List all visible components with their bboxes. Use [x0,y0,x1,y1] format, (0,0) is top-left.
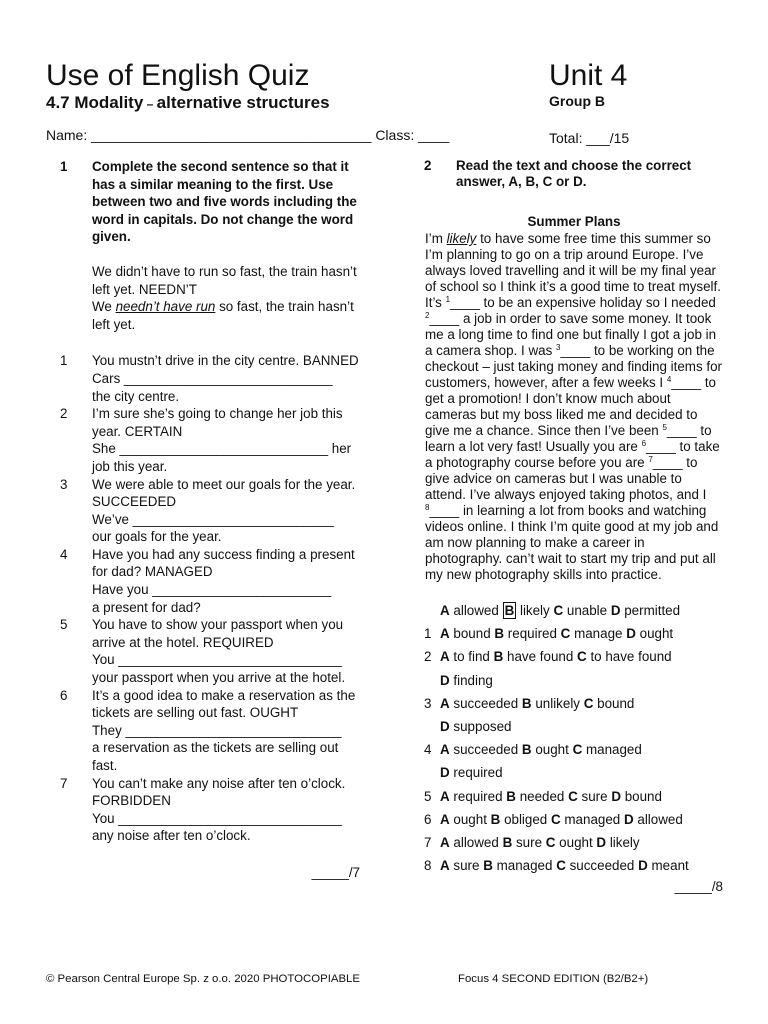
story-text [425,231,724,583]
gap-number: 1 [445,295,451,304]
answer-row-5 [424,785,724,808]
answer-example [424,599,724,622]
task1-items [60,352,366,845]
task1-section [60,158,366,882]
option-letter[interactable]: A [440,835,450,851]
option-text: sure [581,788,608,804]
item-sentence: You mustn’t drive in the city centre. BANNED [92,353,359,369]
story-part: ____ to be working on the checkout – just taking money and finding items for customers, however, after a few weeks I [425,343,722,390]
option-text: ought [453,811,487,827]
option-text: meant [651,858,689,874]
task1-example-answer: needn’t have run [115,299,216,315]
answer-choices [440,831,724,854]
option-letter[interactable]: A [440,788,450,804]
answer-number: 5 [424,788,432,804]
group-label: Group B [549,93,605,109]
item-after: your passport when you arrive at the hotel. [92,670,346,686]
task2-instruction-text: Read the text and choose the correct answer, A, B, C or D. [456,158,692,189]
gap-number: 5 [662,423,667,432]
story-part: ____ in learning a lot from books and watching videos online. I think I’m quite good at my job and am now planning to make a career in photography. can’t wait to start my trip and put all my new photography skills into practice. [425,503,719,582]
item-content [92,352,366,405]
option-text: to have found [590,649,672,665]
answer-number: 6 [424,811,432,827]
option-text: ought [559,835,593,851]
option-letter[interactable]: D [638,858,648,874]
option-text: obliged [504,811,548,827]
option-text: needed [519,788,565,804]
item-content [92,476,366,546]
option-letter: D [610,603,621,618]
answer-row-6 [424,808,724,831]
item-number: 5 [60,617,68,633]
item-answer-line[interactable]: They _____________________________ [92,722,342,738]
answer-number: 1 [424,626,432,642]
answer-number: 4 [424,742,432,758]
answer-choices [440,692,724,738]
task1-instruction [60,158,366,246]
task1-item-6 [60,687,366,775]
item-after: our goals for the year. [92,529,222,545]
page-subtitle [46,93,330,113]
story-example-word: likely [446,231,477,246]
item-content [92,687,366,775]
answer-number [424,599,440,622]
item-content [92,405,366,475]
item-answer-line[interactable]: Have you ________________________ [92,582,332,598]
item-sentence: We were able to meet our goals for the year. SUCCEEDED [92,476,356,510]
item-answer-line[interactable]: She ____________________________ her [92,441,352,457]
option-letter[interactable]: B [483,858,493,874]
gap-number: 4 [666,375,672,384]
answer-choices [440,622,724,645]
option-letter[interactable]: D [440,719,450,735]
option-letter[interactable]: B [521,742,532,758]
item-sentence: Have you had any success finding a present for dad? MANAGED [92,546,355,580]
option-text: allowed [453,835,499,851]
task2-number: 2 [424,158,432,173]
option-letter[interactable]: C [550,811,561,827]
option-letter[interactable]: A [440,811,450,827]
option-letter[interactable]: B [521,695,532,711]
option-text: supposed [453,719,512,735]
option-letter[interactable]: C [560,626,571,642]
answer-number: 7 [424,835,432,851]
option-text: permitted [624,603,681,618]
option-text: to find [453,649,490,665]
answer-number: 8 [424,858,432,874]
answer-row-2 [424,645,724,691]
answer-row-4 [424,738,724,784]
task1-item-1 [60,352,366,405]
item-number: 3 [60,476,68,492]
option-text: sure [515,835,543,851]
story-part: I’m [425,231,447,246]
task1-score: _____/7 [311,864,360,880]
task1-number: 1 [60,159,68,174]
gap-number: 3 [556,343,561,352]
option-letter[interactable]: B [502,835,513,851]
item-content [92,546,366,616]
option-text: unable [566,603,608,618]
answer-choices [440,808,724,831]
task1-example [92,263,366,333]
answer-number: 3 [424,695,432,711]
task1-item-3 [60,476,366,546]
name-class-line: Name: ____________________________________ Class: ____ [46,127,450,143]
item-number: 6 [60,687,68,703]
option-letter[interactable]: C [556,858,566,874]
answer-choices [440,854,724,877]
page-title: Use of English Quiz [46,59,310,92]
footer-copyright: © Pearson Central Europe Sp. z o.o. 2020 PHOTOCOPIABLE [46,973,360,985]
option-letter-selected: B [504,603,515,618]
item-number: 4 [60,546,68,562]
item-answer-line[interactable]: Cars ____________________________ [92,370,333,386]
gap-number: 8 [425,503,430,512]
item-after: job this year. [92,458,168,474]
task1-example-rest: so fast, the train hasn’t left yet. [92,299,354,332]
task1-instruction-text: Complete the second sentence so that it has a similar meaning to the first. Use between two and five words including the word in capitals. Do not change the word given. [92,159,357,245]
option-letter[interactable]: D [596,835,607,851]
item-content [92,775,366,845]
task2-instruction [424,158,724,190]
item-sentence: You have to show your passport when you arrive at the hotel. REQUIRED [92,617,344,650]
answer-row-1 [424,622,724,645]
option-letter[interactable]: D [623,811,634,827]
option-letter[interactable]: B [493,649,504,665]
option-text: ought [639,626,674,642]
option-text: required [507,626,557,642]
option-letter[interactable]: A [440,742,450,758]
option-text: bound [453,626,491,642]
item-after: any noise after ten o’clock. [92,828,251,844]
item-after: the city centre. [92,388,180,404]
option-text: bound [597,695,635,711]
option-letter[interactable]: C [577,649,587,665]
answer-row-8 [424,854,724,877]
answer-options [424,599,724,877]
option-letter[interactable]: D [440,765,450,781]
option-letter[interactable]: C [583,695,594,711]
task1-item-2 [60,405,366,475]
item-sentence: You can’t make any noise after ten o’clock. FORBIDDEN [92,775,346,809]
option-text: succeeded [453,742,519,758]
option-text: allowed [637,811,683,827]
option-letter: C [553,603,564,618]
option-letter[interactable]: A [440,626,450,642]
option-text: succeeded [569,858,635,874]
story-part: ____ to take a photography course before you are [425,439,720,470]
option-letter[interactable]: B [490,811,501,827]
option-text: required [453,788,503,804]
option-text: succeeded [453,695,519,711]
option-letter[interactable]: C [572,742,583,758]
option-letter[interactable]: B [494,626,505,642]
option-letter[interactable]: A [440,649,450,665]
answer-choices [440,599,724,622]
item-answer-line[interactable]: You ______________________________ [92,810,342,826]
item-content [92,616,366,686]
task2-section [424,158,724,895]
story-title: Summer Plans [527,214,621,229]
answer-row-7 [424,831,724,854]
subtitle-dash: – [143,97,157,111]
option-text: bound [624,788,662,804]
option-text: ought [535,742,569,758]
answer-row-3 [424,692,724,738]
task1-example-we: We [92,299,116,315]
item-number: 7 [60,775,68,791]
option-text: managed [585,742,642,758]
story-part: to have some free time this summer so I’m planning to go on a trip around Europe. I’ve always loved travelling and it will be my final year of school so I think it’s a good time to treat myself. It’s [425,231,721,310]
answer-number: 2 [424,649,432,665]
total-score: Total: ___/15 [549,130,630,146]
option-text: have found [507,649,574,665]
story-part: ____ to be an expensive holiday so I needed [450,295,716,310]
option-letter[interactable]: C [545,835,556,851]
gap-number: 2 [425,311,430,320]
option-letter[interactable]: A [440,858,450,874]
subtitle-number: 4.7 Modality [46,93,144,112]
option-text: required [453,765,503,781]
footer-edition: Focus 4 SECOND EDITION (B2/B2+) [458,973,649,985]
subtitle-rest: alternative structures [156,93,330,112]
item-sentence: I’m sure she’s going to change her job this year. CERTAIN [92,406,343,439]
option-text: likely [609,835,640,851]
option-letter[interactable]: A [440,695,450,711]
option-text: unlikely [535,695,580,711]
option-text: manage [574,626,623,642]
option-text: likely [519,603,550,618]
task2-score: _____/8 [674,879,723,895]
item-sentence: It’s a good idea to make a reservation as the tickets are selling out fast. OUGHT [92,687,356,721]
option-letter[interactable]: D [440,672,450,688]
answer-choices [440,645,724,691]
task1-item-7 [60,775,366,845]
unit-label: Unit 4 [549,59,628,92]
option-letter[interactable]: D [626,626,636,642]
item-answer-line[interactable]: We’ve ___________________________ [92,511,334,527]
story-part: ____ to give advice on cameras but I was unable to attend. I’ve always enjoyed taking photos, and I [425,455,707,502]
gap-number: 7 [648,455,653,464]
option-letter[interactable]: D [611,788,621,804]
option-letter[interactable]: B [506,788,516,804]
task1-example-sentence: We didn’t have to run so fast, the train hasn’t left yet. NEEDN’T [92,263,357,297]
answer-choices [440,785,724,808]
option-letter: A [440,603,450,618]
option-text: sure [453,858,480,874]
item-after: a reservation as the tickets are selling out fast. [92,740,339,773]
answer-choices [440,738,724,784]
item-number: 2 [60,406,68,422]
item-after: a present for dad? [92,599,201,615]
option-text: allowed [453,603,499,618]
option-letter[interactable]: C [568,788,578,804]
task1-item-5 [60,616,366,686]
story-part: ____ to learn a lot very fast! Usually you are [425,423,712,454]
story-part: ____ to get a promotion! I don’t know much about cameras but my boss liked me and decided to give me a chance. Since then I’ve been [425,375,717,438]
task1-example-answer-line [92,298,366,333]
option-text: finding [453,672,493,688]
task1-item-4 [60,546,366,616]
gap-number: 6 [641,439,647,448]
item-answer-line[interactable]: You ______________________________ [92,652,342,668]
option-text: managed [564,811,621,827]
item-number: 1 [60,353,68,369]
story-part: ____ a job in order to save some money. It took me a long time to find one but finally I got a job in a camera shop. I was [425,311,717,358]
option-text: managed [496,858,553,874]
